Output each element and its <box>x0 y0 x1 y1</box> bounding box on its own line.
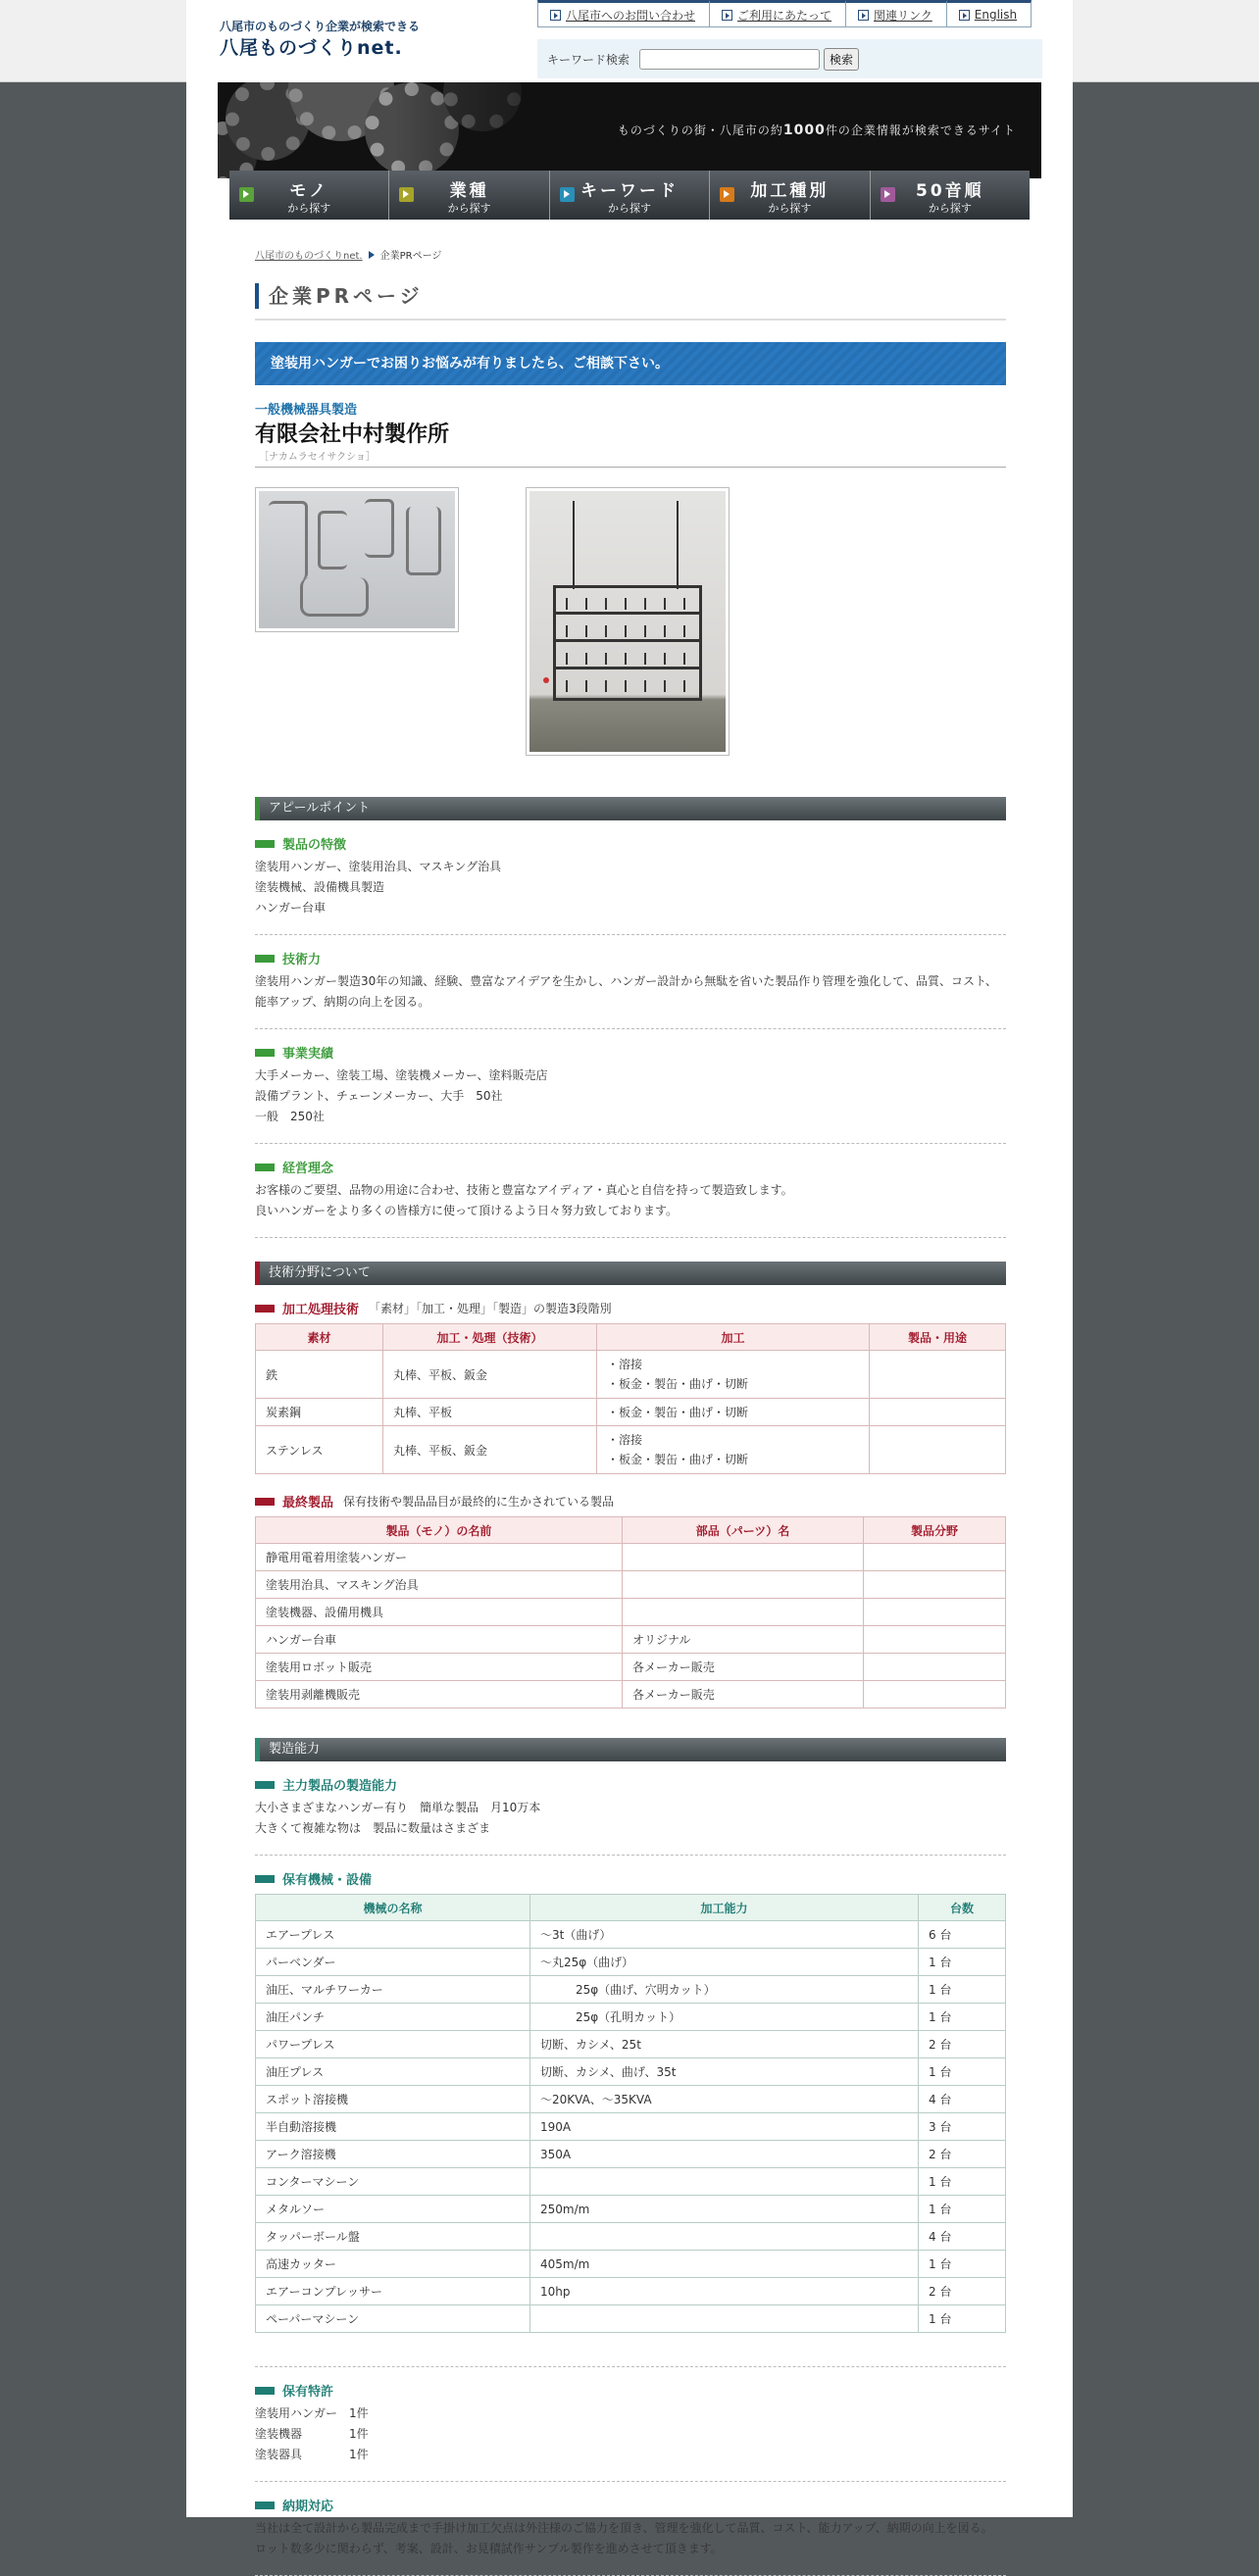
table-cell <box>623 1571 864 1599</box>
table-row <box>256 1399 1006 1426</box>
divider <box>255 319 1006 321</box>
table-cell <box>864 1599 1006 1626</box>
table-cell <box>623 1544 864 1571</box>
table-cell: 2 台 <box>919 2141 1006 2168</box>
appeal-text: 大手メーカー、塗装工場、塗装機メーカー、塗料販売店 設備プラント、チェーンメーカー、大手 50社 一般 250社 <box>255 1068 548 1123</box>
link-related[interactable]: 関連リンク <box>845 0 946 27</box>
table-row <box>256 2058 1006 2086</box>
table-cell: ・溶接 ・板金・製缶・曲げ・切断 <box>597 1351 870 1399</box>
table-cell: 4 台 <box>919 2086 1006 2113</box>
table-cell: ・板金・製缶・曲げ・切断 <box>597 1399 870 1426</box>
table-row <box>256 1626 1006 1654</box>
divider <box>255 2481 1006 2482</box>
arrow-icon <box>550 10 561 21</box>
table-cell: 半自動溶接機 <box>256 2113 530 2141</box>
logo-text: 八尾ものづくり <box>220 37 358 59</box>
arrow-icon <box>858 10 869 21</box>
column-header: 加工・処理（技術） <box>383 1324 597 1351</box>
column-header: 製品・用途 <box>870 1324 1006 1351</box>
table-cell: 1 台 <box>919 2058 1006 2086</box>
table-row <box>256 2278 1006 2305</box>
table-cell: エアープレス <box>256 1921 530 1949</box>
table-cell: 250m/m <box>530 2196 919 2223</box>
marker-icon <box>255 1305 277 1313</box>
table-cell: ペーパーマシーン <box>256 2305 530 2333</box>
final-products-table <box>255 1516 1006 1709</box>
main-content <box>255 235 1006 2576</box>
column-header: 製品分野 <box>864 1517 1006 1544</box>
table-row <box>256 2086 1006 2113</box>
table-row <box>256 1571 1006 1599</box>
marker-icon <box>255 955 277 963</box>
divider <box>255 1237 1006 1238</box>
table-cell <box>864 1571 1006 1599</box>
table-cell: 高速カッター <box>256 2251 530 2278</box>
link-contact[interactable]: 八尾市へのお問い合わせ <box>537 0 709 27</box>
table-cell: 塗装用剥離機販売 <box>256 1681 623 1709</box>
appeal-list <box>255 834 1006 1238</box>
table-cell <box>870 1399 1006 1426</box>
table-row <box>256 1949 1006 1976</box>
table-row <box>256 2031 1006 2058</box>
table-row <box>256 1921 1006 1949</box>
hero-banner <box>218 82 1041 178</box>
logo-tagline: 八尾市のものづくり企業が検索できる <box>220 20 421 33</box>
product-photo-rack[interactable] <box>526 487 730 756</box>
table-cell <box>864 1681 1006 1709</box>
section-header-appeal: アピールポイント <box>255 797 1006 820</box>
divider <box>255 934 1006 935</box>
table-cell: 4 台 <box>919 2223 1006 2251</box>
subheading-final: 最終製品 保有技術や製品品目が最終的に生かされている製品 <box>255 1492 1006 1511</box>
marker-icon <box>255 1875 277 1883</box>
table-cell: エアーコンプレッサー <box>256 2278 530 2305</box>
table-cell <box>530 2168 919 2196</box>
arrow-icon <box>959 10 970 21</box>
table-cell: 油圧パンチ <box>256 2004 530 2031</box>
table-cell: ～3t（曲げ） <box>530 1921 919 1949</box>
table-cell: スポット溶接機 <box>256 2086 530 2113</box>
marker-icon <box>255 2387 277 2395</box>
table-row <box>256 2223 1006 2251</box>
table-row <box>256 1426 1006 1474</box>
link-usage[interactable]: ご利用にあたって <box>709 0 845 27</box>
table-cell: アーク溶接機 <box>256 2141 530 2168</box>
nav-tab-mono[interactable]: モノ から探す <box>229 171 389 220</box>
table-cell: 油圧プレス <box>256 2058 530 2086</box>
marker-icon <box>255 1164 277 1171</box>
marker-icon <box>255 1049 277 1057</box>
table-cell: ・溶接 ・板金・製缶・曲げ・切断 <box>597 1426 870 1474</box>
table-cell <box>864 1654 1006 1681</box>
appeal-subheading: 事業実績 <box>255 1043 1006 1062</box>
table-row <box>256 1351 1006 1399</box>
table-cell <box>870 1426 1006 1474</box>
table-cell <box>623 1599 864 1626</box>
company-industry: 一般機械器具製造 <box>255 403 358 418</box>
section-header-tech: 技術分野について <box>255 1262 1006 1285</box>
table-row <box>256 2004 1006 2031</box>
table-cell: 3 台 <box>919 2113 1006 2141</box>
main-nav <box>229 171 1030 220</box>
patent-text: 塗装用ハンガー 1件 塗装機器 1件 塗装器具 1件 <box>255 2406 369 2461</box>
table-cell <box>530 2305 919 2333</box>
marker-icon <box>255 1781 277 1789</box>
top-links <box>537 0 1032 27</box>
appeal-text: お客様のご要望、品物の用途に合わせ、技術と豊富なアイディア・真心と自信を持って製造致します。 良いハンガーをより多くの皆様方に使って頂けるよう日々努力致しております。 <box>255 1183 793 1217</box>
table-cell: オリジナル <box>623 1626 864 1654</box>
appeal-subheading: 技術力 <box>255 949 1006 967</box>
table-cell: ～丸25φ（曲げ） <box>530 1949 919 1976</box>
site-header <box>186 0 1073 82</box>
search-bar <box>537 39 1042 78</box>
table-cell: 25φ（曲げ、穴明カット） <box>530 1976 919 2004</box>
table-cell: 405m/m <box>530 2251 919 2278</box>
company-kana: ［ナカムラセイサクショ］ <box>259 452 376 463</box>
table-cell: 1 台 <box>919 1949 1006 1976</box>
table-cell: 丸棒、平板、鈑金 <box>383 1426 597 1474</box>
table-cell: 塗装用治具、マスキング治具 <box>256 1571 623 1599</box>
table-cell: 1 台 <box>919 1976 1006 2004</box>
table-row <box>256 1681 1006 1709</box>
nav-tab-keyword[interactable]: キーワード から探す <box>550 171 710 220</box>
section-header-capacity: 製造能力 <box>255 1738 1006 1761</box>
search-button[interactable]: 検索 <box>824 48 859 71</box>
subheading-equipment: 保有機械・設備 <box>255 1869 1006 1888</box>
table-cell: 静電用電着用塗装ハンガー <box>256 1544 623 1571</box>
table-cell: パワープレス <box>256 2031 530 2058</box>
table-row <box>256 1544 1006 1571</box>
breadcrumb-home[interactable]: 八尾市のものづくりnet. <box>255 251 363 262</box>
divider <box>255 2366 1006 2367</box>
table-cell: 丸棒、平板 <box>383 1399 597 1426</box>
delivery-text: 当社は全て設計から製品完成まで手掛け加工欠点は外注様のご協力を頂き、管理を強化して品質、コスト、能力アップ、納期の向上を図る。 ロット数多少に関わらず、考案、設計、お見積試作サンプル製作を進めさせて頂きます。 <box>255 2521 993 2555</box>
catch-copy: 塗装用ハンガーでお困りお悩みが有りましたら、ご相談下さい。 <box>255 342 1006 385</box>
table-cell: 350A <box>530 2141 919 2168</box>
table-cell: 25φ（孔明カット） <box>530 2004 919 2031</box>
nav-tab-gojuon[interactable]: 50音順 から探す <box>871 171 1030 220</box>
table-cell <box>864 1626 1006 1654</box>
appeal-text: 塗装用ハンガー製造30年の知識、経験、豊富なアイデアを生かし、ハンガー設計から無駄を省いた製品作り管理を強化して、品質、コスト、 能率アップ、納期の向上を図る。 <box>255 974 997 1009</box>
table-cell: ハンガー台車 <box>256 1626 623 1654</box>
process-table <box>255 1323 1006 1474</box>
subheading-process: 加工処理技術 「素材」「加工・処理」「製造」の製造3段階別 <box>255 1299 1006 1317</box>
subheading-patents: 保有特許 <box>255 2381 1006 2400</box>
marker-icon <box>255 2502 277 2509</box>
table-cell: 1 台 <box>919 2004 1006 2031</box>
chevron-right-icon <box>369 251 375 259</box>
divider <box>255 1143 1006 1144</box>
table-cell: 190A <box>530 2113 919 2141</box>
table-cell: 塗装機器、設備用機具 <box>256 1599 623 1626</box>
table-row <box>256 2251 1006 2278</box>
table-cell: 1 台 <box>919 2251 1006 2278</box>
column-header: 加工能力 <box>530 1895 919 1921</box>
link-english[interactable]: English <box>946 0 1032 27</box>
table-cell <box>864 1544 1006 1571</box>
breadcrumb <box>255 247 1006 262</box>
table-cell: タッパーボール盤 <box>256 2223 530 2251</box>
search-input[interactable] <box>639 49 820 70</box>
marker-icon <box>255 840 277 848</box>
logo-suffix: net. <box>357 37 403 59</box>
table-cell: 油圧、マルチワーカー <box>256 1976 530 2004</box>
site-logo[interactable] <box>220 33 403 60</box>
table-cell: 鉄 <box>256 1351 383 1399</box>
breadcrumb-current: 企業PRページ <box>379 251 442 262</box>
subheading-delivery: 納期対応 <box>255 2496 1006 2514</box>
appeal-text: 塗装用ハンガー、塗装用治具、マスキング治具 塗装機械、設備機具製造 ハンガー台車 <box>255 860 502 915</box>
table-row <box>256 2196 1006 2223</box>
photo-gallery <box>255 468 1006 781</box>
column-header: 素材 <box>256 1324 383 1351</box>
column-header: 機械の名称 <box>256 1895 530 1921</box>
table-row <box>256 2168 1006 2196</box>
page-title: 企業PRページ <box>255 283 1006 309</box>
appeal-subheading: 製品の特徴 <box>255 834 1006 853</box>
table-cell: 切断、カシメ、25t <box>530 2031 919 2058</box>
table-cell: パーベンダー <box>256 1949 530 1976</box>
subheading-main-capacity: 主力製品の製造能力 <box>255 1775 1006 1794</box>
divider <box>255 1028 1006 1029</box>
appeal-subheading: 経営理念 <box>255 1158 1006 1176</box>
marker-icon <box>255 1498 277 1506</box>
company-name: 有限会社中村製作所 <box>255 422 450 447</box>
table-cell: 6 台 <box>919 1921 1006 1949</box>
column-header: 製品（モノ）の名前 <box>256 1517 623 1544</box>
table-cell: 丸棒、平板、鈑金 <box>383 1351 597 1399</box>
table-cell: 塗装用ロボット販売 <box>256 1654 623 1681</box>
search-label: キーワード検索 <box>547 52 630 67</box>
table-row <box>256 2113 1006 2141</box>
main-capacity-text: 大小さまざまなハンガー有り 簡単な製品 月10万本 大きくて複雑な物は 製品に数量はさまざま <box>255 1801 541 1835</box>
table-row <box>256 2305 1006 2333</box>
column-header: 加工 <box>597 1324 870 1351</box>
table-row <box>256 1976 1006 2004</box>
nav-tab-industry[interactable]: 業種 から探す <box>389 171 549 220</box>
table-cell <box>870 1351 1006 1399</box>
table-cell: 1 台 <box>919 2196 1006 2223</box>
table-cell <box>530 2223 919 2251</box>
table-cell: ～20KVA、～35KVA <box>530 2086 919 2113</box>
product-photo-hooks[interactable] <box>255 487 459 632</box>
table-cell: コンターマシーン <box>256 2168 530 2196</box>
table-cell: メタルソー <box>256 2196 530 2223</box>
table-row <box>256 1599 1006 1626</box>
table-cell: 炭素鋼 <box>256 1399 383 1426</box>
arrow-icon <box>722 10 732 21</box>
page-container <box>186 0 1073 2555</box>
banner-caption: ものづくりの街・八尾市の約1000件の企業情報が検索できるサイト <box>617 123 1016 138</box>
table-cell: 切断、カシメ、曲げ、35t <box>530 2058 919 2086</box>
table-row <box>256 1654 1006 1681</box>
table-cell: 1 台 <box>919 2305 1006 2333</box>
table-cell: 10hp <box>530 2278 919 2305</box>
table-cell: ステンレス <box>256 1426 383 1474</box>
divider <box>255 1855 1006 1856</box>
table-cell: 各メーカー販売 <box>623 1654 864 1681</box>
equipment-table <box>255 1894 1006 2333</box>
table-row <box>256 2141 1006 2168</box>
table-cell: 2 台 <box>919 2031 1006 2058</box>
column-header: 部品（パーツ）名 <box>623 1517 864 1544</box>
table-cell: 2 台 <box>919 2278 1006 2305</box>
nav-tab-process[interactable]: 加工種別 から探す <box>710 171 870 220</box>
table-cell: 1 台 <box>919 2168 1006 2196</box>
column-header: 台数 <box>919 1895 1006 1921</box>
table-cell: 各メーカー販売 <box>623 1681 864 1709</box>
